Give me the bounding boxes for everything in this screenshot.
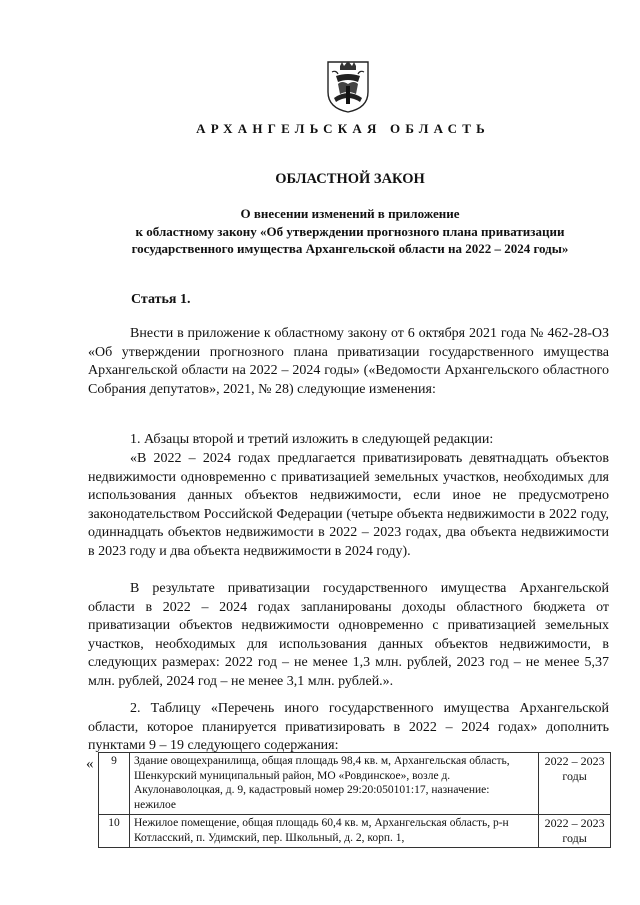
paragraph-intro: Внести в приложение к областному закону от 6 октября 2021 года № 462-28-ОЗ «Об утверждении прогнозного плана приватизации государственного имущества Архангельской области на 2022 – 2024 годы» («Ведомости Архангельского областного Собрания депутатов», 2021, № 28) следующие изменения: [88, 326, 609, 397]
law-title-line: государственного имущества Архангельской области на 2022 – 2024 годы» [131, 241, 569, 256]
law-title [80, 205, 620, 258]
region-heading: АРХАНГЕЛЬСКАЯ ОБЛАСТЬ [196, 121, 490, 136]
row-period: 2022 – 2023 годы [539, 815, 611, 848]
row-number: 9 [99, 753, 130, 815]
table-row [99, 815, 611, 848]
row-period: 2022 – 2023 годы [539, 753, 611, 815]
table-row [99, 753, 611, 815]
coat-of-arms-icon [324, 58, 372, 114]
row-number: 10 [99, 815, 130, 848]
article-heading: Статья 1. [131, 292, 191, 307]
opening-quote-mark: « [86, 756, 94, 772]
paragraph-quote-2: В результате приватизации государственного имущества Архангельской области в 2022 – 2024 годах запланированы доходы областного бюджета от приватизации объектов недвижимости одновременно с приватизацией земельных участков, необходимых для использования данных объектов недвижимости, в следующих размерах: 2022 год – не менее 1,3 млн. рублей, 2023 год – не менее 5,37 млн. рублей, 2024 год – не менее 3,1 млн. рублей.». [88, 581, 609, 689]
paragraph-item-2: 2. Таблицу «Перечень иного государственного имущества Архангельской области, которое планируется приватизировать в 2022 – 2024 годах» дополнить пунктами 9 – 19 следующего содержания: [88, 701, 609, 754]
law-title-line: к областному закону «Об утверждении прогнозного плана приватизации [135, 223, 565, 239]
law-title-line: О внесении изменений в приложение [240, 206, 460, 221]
property-table [98, 752, 611, 848]
row-description: Нежилое помещение, общая площадь 60,4 кв. м, Архангельская область, р-н Котласский, п. Удимский, пер. Школьный, д. 2, корп. 1, [129, 815, 538, 848]
law-type-heading: ОБЛАСТНОЙ ЗАКОН [275, 171, 425, 187]
paragraph-quote-1: «В 2022 – 2024 годах предлагается приватизировать девятнадцать объектов недвижимости одновременно с приватизацией земельных участков, необходимых для использования данных объектов недвижимости, если иное не предусмотрено законодательством Российской Федерации (четыре объекта недвижимости в 2022 году, одиннадцать объектов недвижимости в 2022 – 2023 годах, два объекта недвижимости в 2023 году и два объекта недвижимости в 2024 году). [88, 451, 609, 559]
row-description: Здание овощехранилища, общая площадь 98,4 кв. м, Архангельская область, Шенкурский муниципальный район, МО «Ровдинское», возле д. Акулонаволоцкая, д. 9, кадастровый номер 29:20:050101:17, назначение: нежилое [129, 753, 538, 815]
paragraph-item-1: 1. Абзацы второй и третий изложить в следующей редакции: [130, 432, 494, 447]
